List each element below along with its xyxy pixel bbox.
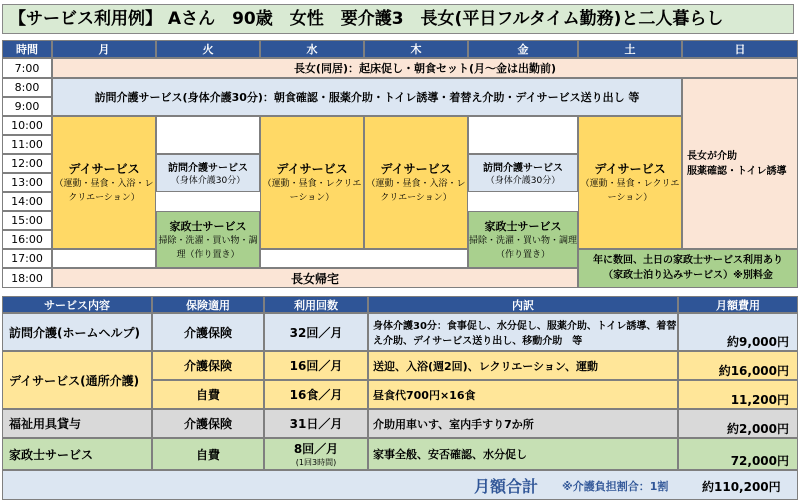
time-label: 16:00 [2, 230, 52, 249]
header-fri: 金 [468, 40, 578, 58]
housekeeping-title: 家政士サービス [169, 219, 247, 233]
header-sat: 土 [578, 40, 682, 58]
time-label: 9:00 [2, 97, 52, 116]
time-label: 7:00 [2, 58, 52, 78]
monthly-cost: 約9,000円 [678, 313, 798, 351]
col-service: サービス内容 [2, 296, 152, 313]
housekeeping-detail: 掃除・洗濯・買い物・調理（作り置き） [158, 235, 258, 260]
monthly-cost: 約16,000円 [678, 351, 798, 380]
day-service-title: デイサービス [276, 162, 348, 176]
empty-cell [260, 249, 468, 268]
time-label: 8:00 [2, 78, 52, 97]
tue-empty [156, 116, 260, 154]
time-label: 17:00 [2, 249, 52, 268]
day-service-detail: （運動・昼食・レクリエーション） [580, 179, 680, 203]
insurance-type: 介護保険 [152, 351, 264, 380]
weekend-housekeeping-note: 年に数回、土日の家政士サービス利用あり （家政士泊り込みサービス）※別料金 [578, 249, 798, 288]
day-service-detail: （運動・昼食・入浴・レクリエーション） [54, 179, 154, 203]
day-service-title: デイサービス [68, 162, 140, 176]
service-detail: 昼食代700円×16食 [368, 380, 678, 409]
insurance-type: 自費 [152, 438, 264, 470]
total-value: 約110,200円 [702, 480, 781, 494]
header-time: 時間 [2, 40, 52, 58]
fri-housekeeping [468, 211, 578, 268]
usage-count: 32回／月 [264, 313, 368, 351]
daughter-returns: 長女帰宅 [52, 268, 578, 288]
header-thu: 木 [364, 40, 468, 58]
day-service-title: デイサービス [380, 162, 452, 176]
service-cost-table [2, 296, 798, 502]
time-label: 12:00 [2, 154, 52, 173]
housekeeping-title: 家政士サービス [484, 219, 562, 233]
usage-count-value: 8回／月 [293, 442, 339, 456]
day-service-title: デイサービス [594, 162, 666, 176]
usage-count [264, 438, 368, 470]
total-row [2, 470, 798, 500]
col-cost: 月額費用 [678, 296, 798, 313]
visit-care-detail: （身体介護30分） [485, 175, 561, 186]
insurance-type: 自費 [152, 380, 264, 409]
header-sun: 日 [682, 40, 798, 58]
service-detail: 家事全般、安否確認、水分促し [368, 438, 678, 470]
tue-housekeeping [156, 211, 260, 268]
service-name: 福祉用具貸与 [2, 409, 152, 438]
monthly-cost: 11,200円 [678, 380, 798, 409]
header-wed: 水 [260, 40, 364, 58]
usage-count: 31日／月 [264, 409, 368, 438]
fri-visit-care [468, 154, 578, 192]
service-name: 訪問介護(ホームヘルプ) [2, 313, 152, 351]
header-mon: 月 [52, 40, 156, 58]
time-label: 10:00 [2, 116, 52, 135]
sunday-care: 長女が介助 服薬確認・トイレ誘導 [682, 78, 798, 249]
header-tue: 火 [156, 40, 260, 58]
service-detail: 送迎、入浴(週2回)、レクリエーション、運動 [368, 351, 678, 380]
sat-day-service [578, 116, 682, 249]
usage-count-note: (1回3時間) [295, 458, 337, 467]
usage-count: 16食／月 [264, 380, 368, 409]
thu-day-service [364, 116, 468, 249]
usage-count: 16回／月 [264, 351, 368, 380]
weekly-schedule [2, 40, 798, 290]
tue-visit-care [156, 154, 260, 192]
visit-care-detail: （身体介護30分） [170, 175, 246, 186]
service-name: デイサービス(通所介護) [2, 351, 152, 409]
wed-day-service [260, 116, 364, 249]
insurance-type: 介護保険 [152, 313, 264, 351]
time-label: 11:00 [2, 135, 52, 154]
time-label: 18:00 [2, 268, 52, 288]
col-count: 利用回数 [264, 296, 368, 313]
service-name: 家政士サービス [2, 438, 152, 470]
day-service-detail: （運動・昼食・レクリエーション） [262, 179, 362, 203]
fri-empty [468, 116, 578, 154]
monthly-cost: 72,000円 [678, 438, 798, 470]
time-label: 14:00 [2, 192, 52, 211]
col-detail: 内訳 [368, 296, 678, 313]
housekeeping-detail: 掃除・洗濯・買い物・調理（作り置き） [469, 235, 578, 260]
visit-care-title: 訪問介護サービス [168, 162, 248, 174]
total-label: 月額合計 [474, 477, 539, 496]
page-title: 【サービス利用例】 Aさん 90歳 女性 要介護3 長女(平日フルタイム勤務)と二人暮らし [2, 4, 794, 34]
mon-day-service [52, 116, 156, 249]
day-service-detail: （運動・昼食・入浴・レクリエーション） [366, 179, 466, 203]
insurance-type: 介護保険 [152, 409, 264, 438]
service-detail: 身体介護30分：食事促し、水分促し、服薬介助、トイレ誘導、着替え介助、デイサービス送り出し、移動介助 等 [368, 313, 678, 351]
visit-care-title: 訪問介護サービス [483, 162, 563, 174]
col-insurance: 保険適用 [152, 296, 264, 313]
time-label: 13:00 [2, 173, 52, 192]
total-note: ※介護負担割合：1割 [562, 480, 669, 493]
morning-routine: 長女(同居)：起床促し・朝食セット(月～金は出勤前) [52, 58, 798, 78]
visit-care-morning: 訪問介護サービス(身体介護30分)：朝食確認・服薬介助・トイレ誘導・着替え介助・デイサービス送り出し 等 [52, 78, 682, 116]
monthly-cost: 約2,000円 [678, 409, 798, 438]
service-detail: 介助用車いす、室内手すり7か所 [368, 409, 678, 438]
empty-cell [52, 249, 156, 268]
time-label: 15:00 [2, 211, 52, 230]
